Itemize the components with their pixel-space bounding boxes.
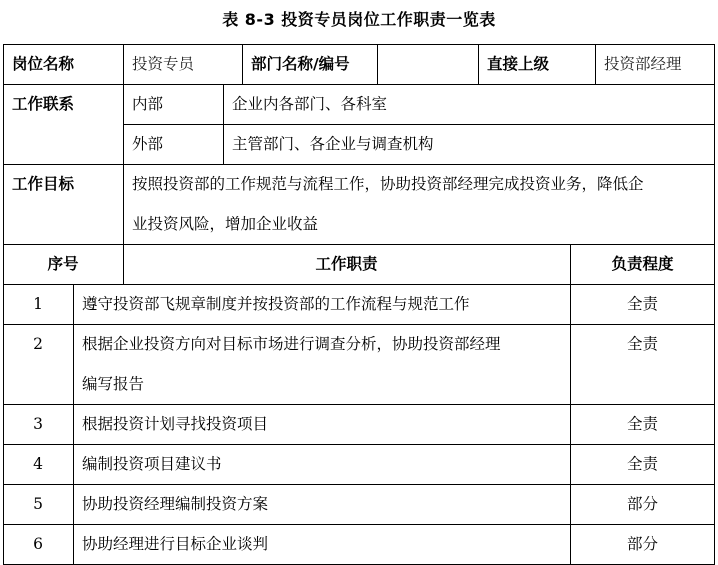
table-title-number: 8-3 (244, 10, 276, 29)
column-header-level: 负责程度 (611, 255, 674, 273)
duty-text: 根据企业投资方向对目标市场进行调查分析，协助投资部经理 (82, 335, 501, 353)
rule (478, 44, 479, 84)
direct-superior-label: 直接上级 (487, 55, 550, 73)
work-goal-line-1: 按照投资部的工作规范与流程工作，协助投资部经理完成投资业务，降低企 (132, 175, 644, 193)
position-name-label: 岗位名称 (12, 55, 75, 73)
rule (123, 44, 124, 284)
work-goal-label: 工作目标 (12, 175, 75, 193)
column-header-seq: 序号 (47, 255, 79, 273)
duty-seq: 4 (33, 455, 43, 473)
duty-level: 全责 (626, 455, 658, 473)
duty-level: 全责 (626, 295, 658, 313)
contacts-internal-label: 内部 (132, 95, 164, 113)
rule-left (3, 44, 4, 565)
table-title (0, 9, 718, 31)
duty-text: 协助投资经理编制投资方案 (82, 495, 269, 513)
work-goal-line-2: 业投资风险，增加企业收益 (132, 215, 319, 233)
rule (123, 124, 715, 125)
department-value (377, 44, 478, 84)
table-title-text: 投资专员岗位工作职责一览表 (281, 10, 496, 29)
rule (3, 484, 715, 485)
duty-level: 部分 (626, 535, 658, 553)
duty-seq: 1 (33, 295, 43, 313)
rule (377, 44, 378, 84)
duty-seq: 2 (33, 335, 43, 353)
column-header-duty: 工作职责 (315, 255, 378, 273)
duty-level: 部分 (626, 495, 658, 513)
duty-seq: 3 (33, 415, 43, 433)
contacts-external-label: 外部 (132, 135, 164, 153)
duty-text-continued: 编写报告 (82, 375, 145, 393)
direct-superior-value: 投资部经理 (604, 55, 682, 73)
position-name-value: 投资专员 (132, 55, 195, 73)
contacts-external-value: 主管部门、各企业与调查机构 (232, 135, 434, 153)
duty-text: 遵守投资部飞规章制度并按投资部的工作流程与规范工作 (82, 295, 470, 313)
duty-seq: 6 (33, 535, 43, 553)
duty-level: 全责 (626, 335, 658, 353)
rule (3, 84, 715, 85)
duty-table (3, 44, 715, 565)
table-title-prefix: 表 (222, 10, 239, 29)
rule (223, 84, 224, 164)
rule (3, 404, 715, 405)
duty-text: 编制投资项目建议书 (82, 455, 222, 473)
duty-text: 根据投资计划寻找投资项目 (82, 415, 269, 433)
department-label: 部门名称/编号 (251, 55, 350, 73)
duty-text: 协助经理进行目标企业谈判 (82, 535, 269, 553)
rule (570, 244, 571, 565)
rule (3, 284, 715, 285)
duty-seq: 5 (33, 495, 43, 513)
rule (3, 444, 715, 445)
rule (595, 44, 596, 84)
rule (3, 244, 715, 245)
rule-top (3, 44, 715, 45)
rule (3, 524, 715, 525)
contacts-internal-value: 企业内各部门、各科室 (232, 95, 388, 113)
duty-level: 全责 (626, 415, 658, 433)
rule (3, 164, 715, 165)
rule-right (714, 44, 715, 565)
rule (242, 44, 243, 84)
work-contacts-label: 工作联系 (12, 95, 75, 113)
rule (73, 284, 74, 565)
rule (3, 324, 715, 325)
